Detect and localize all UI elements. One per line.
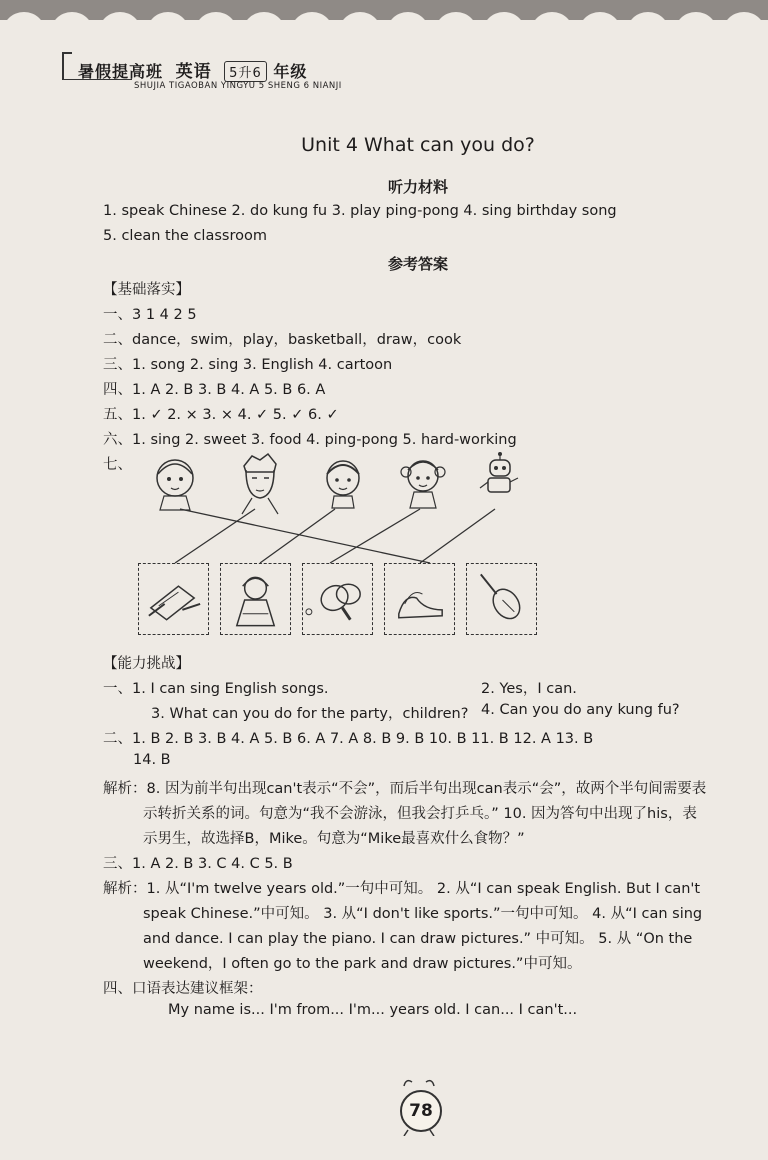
ability-label: 【能力挑战】	[103, 656, 190, 672]
basic-q7: 七、	[103, 457, 132, 473]
ability-q1b: 2. Yes，I can.	[481, 681, 577, 697]
ability-q4: 四、口语表达建议框架：	[103, 981, 263, 997]
picture-row	[138, 563, 538, 637]
explanation-line-2: 示转折关系的词。句意为“我不会游泳，但我会打乒乓。” 10. 因为答句中出现了his，表	[143, 806, 697, 822]
ping-pong-paddle-icon	[303, 564, 372, 634]
listening-line-2: 5. clean the classroom	[103, 228, 267, 244]
pipa-instrument-icon	[467, 564, 536, 634]
picture-box-doll	[220, 563, 291, 635]
explanation-line-4: 解析：1. 从“I'm twelve years old.”一句中可知。 2. 从“I can speak English. But I can't	[103, 881, 701, 897]
basic-label: 【基础落实】	[103, 282, 190, 298]
explanation-line-5: speak Chinese.”中可知。 3. 从“I don't like sports.”一句中可知。 4. 从“I can sing	[143, 906, 703, 922]
scalloped-border	[0, 0, 768, 34]
girl-1-figure	[150, 452, 200, 512]
explanation-line-6: and dance. I can play the piano. I can draw pictures.” 中可知。 5. 从 “On the	[143, 931, 693, 947]
basic-q6: 六、1. sing 2. sweet 3. food 4. ping-pong 5. hard-working	[103, 432, 517, 448]
picture-box-pipa	[466, 563, 537, 635]
basic-q1: 一、3 1 4 2 5	[103, 307, 197, 323]
basic-q2: 二、dance，swim，play，basketball，draw，cook	[103, 332, 462, 348]
basic-q5: 五、1. ✓ 2. × 3. × 4. ✓ 5. ✓ 6. ✓	[103, 407, 339, 423]
subject-label: 英语	[175, 62, 212, 82]
boy-2-figure	[318, 452, 368, 512]
matching-lines	[140, 505, 540, 567]
explanation-line-7: weekend，I often go to the park and draw pictures.”中可知。	[143, 956, 582, 972]
header-rule	[62, 79, 132, 80]
doll-icon	[221, 564, 290, 634]
page-number: 78	[400, 1090, 442, 1132]
picture-box-pingpong	[302, 563, 373, 635]
book-name: 暑假提高班	[78, 62, 164, 81]
grade-suffix: 年级	[273, 62, 308, 81]
ability-q1d: 4. Can you do any kung fu?	[481, 702, 680, 718]
explanation-line-1: 解析：8. 因为前半句出现can't表示“不会”，而后半句出现can表示“会”，故两个半句间需要表	[103, 781, 707, 797]
ability-q2: 二、1. B 2. B 3. B 4. A 5. B 6. A 7. A 8. B 9. B 10. B 11. B 12. A 13. B	[103, 731, 594, 747]
unit-title: Unit 4 What can you do?	[301, 134, 535, 156]
ability-q1c: 3. What can you do for the party，children?	[151, 706, 469, 722]
answers-heading: 参考答案	[387, 255, 448, 273]
ability-q2b: 14. B	[133, 752, 171, 768]
grade-badge: 5升6	[224, 61, 267, 82]
picture-box-shoes	[384, 563, 455, 635]
ability-q3: 三、1. A 2. B 3. C 4. C 5. B	[103, 856, 293, 872]
ability-q4-framework: My name is... I'm from... I'm... years old. I can... I can't...	[168, 1002, 578, 1018]
girl-2-figure	[398, 452, 448, 512]
listening-line-1: 1. speak Chinese 2. do kung fu 3. play ping-pong 4. sing birthday song	[103, 203, 617, 219]
explanation-line-3: 示男生，故选择B，Mike。句意为“Mike最喜欢什么食物？”	[143, 831, 525, 847]
header-bracket	[62, 52, 72, 80]
ability-q1a: 一、1. I can sing English songs.	[103, 681, 329, 697]
picture-box-books	[138, 563, 209, 635]
listening-heading: 听力材料	[387, 178, 448, 196]
books-pencils-icon	[139, 564, 208, 634]
basic-q3: 三、1. song 2. sing 3. English 4. cartoon	[103, 357, 393, 373]
basic-q4: 四、1. A 2. B 3. B 4. A 5. B 6. A	[103, 382, 326, 398]
header-pinyin: SHUJIA TIGAOBAN YINGYU 5 SHENG 6 NIANJI	[134, 81, 342, 91]
robot-figure	[478, 452, 520, 500]
shoes-icon	[385, 564, 454, 634]
